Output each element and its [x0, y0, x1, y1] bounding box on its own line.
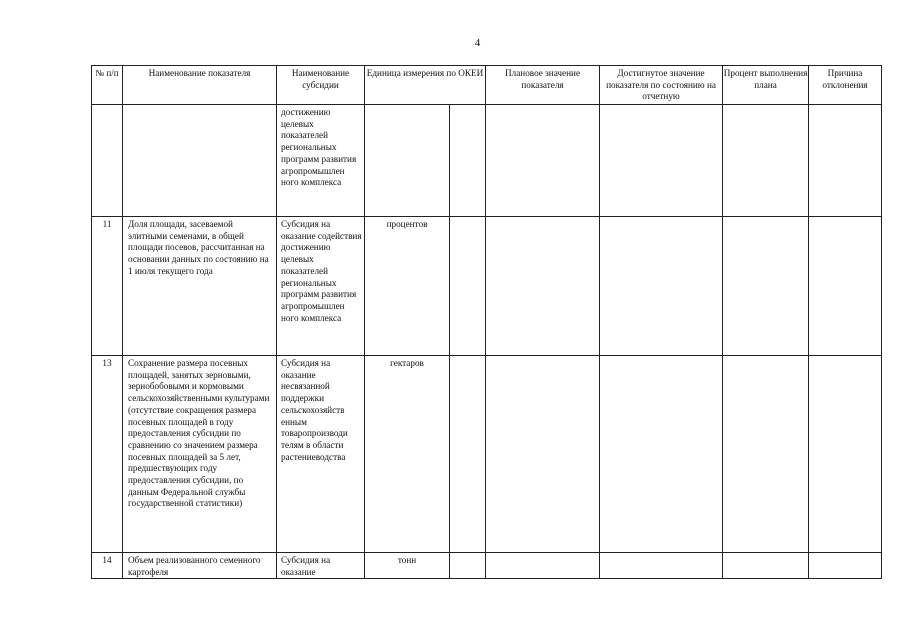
row-subsidy: достижению целевых показателей региональных программ развития агропромышлен ного комплекса — [277, 105, 365, 217]
row-planned — [486, 217, 600, 356]
header-achieved: Достигнутое значение показателя по состоянию на отчетную — [600, 66, 723, 105]
row-achieved — [600, 553, 723, 579]
row-subsidy: Субсидия на оказание содействия достижению целевых показателей региональных программ развития агропромышлен ного комплекса — [277, 217, 365, 356]
header-percent: Процент выполнения плана — [723, 66, 809, 105]
row-percent — [723, 217, 809, 356]
row-subsidy: Субсидия на оказание — [277, 553, 365, 579]
row-num: 14 — [92, 553, 123, 579]
row-subsidy: Субсидия на оказание несвязанной поддержки сельскохозяйств енным товаропроизводи телям в области растениеводства — [277, 356, 365, 553]
header-row — [92, 66, 882, 105]
table-row — [92, 105, 882, 217]
header-reason: Причина отклонения — [809, 66, 882, 105]
header-num: № п/п — [92, 66, 123, 105]
row-unit: процентов — [365, 217, 450, 356]
header-subsidy: Наименование субсидии — [277, 66, 365, 105]
row-unit-code — [450, 553, 486, 579]
row-reason — [809, 217, 882, 356]
row-unit: гектаров — [365, 356, 450, 553]
table-row — [92, 553, 882, 579]
row-planned — [486, 553, 600, 579]
row-achieved — [600, 356, 723, 553]
row-percent — [723, 553, 809, 579]
row-unit — [365, 105, 450, 217]
row-num: 13 — [92, 356, 123, 553]
row-indicator: Доля площади, засеваемой элитными семенами, в общей площади посевов, рассчитанная на основании данных по состоянию на 1 июля текущего года — [123, 217, 277, 356]
row-indicator: Сохранение размера посевных площадей, занятых зерновыми, зернобобовыми и кормовыми сельскохозяйственными культурами (отсутствие сокращения размера посевных площадей в году предоставления субсидии по сравнению со значением размера посевных площадей за 5 лет, предшествующих году предоставления субсидии, по данным Федеральной службы государственной статистики) — [123, 356, 277, 553]
row-num: 11 — [92, 217, 123, 356]
row-unit-code — [450, 217, 486, 356]
row-achieved — [600, 105, 723, 217]
row-indicator: Объем реализованного семенного картофеля — [123, 553, 277, 579]
row-unit: тонн — [365, 553, 450, 579]
page-number: 4 — [474, 37, 481, 49]
row-reason — [809, 553, 882, 579]
header-planned: Плановое значение показателя — [486, 66, 600, 105]
row-achieved — [600, 217, 723, 356]
row-reason — [809, 356, 882, 553]
row-reason — [809, 105, 882, 217]
header-unit: Единица измерения по ОКЕИ — [365, 66, 486, 105]
indicators-table — [91, 65, 882, 579]
table-row — [92, 217, 882, 356]
row-unit-code — [450, 356, 486, 553]
row-unit-code — [450, 105, 486, 217]
table-row — [92, 356, 882, 553]
row-percent — [723, 105, 809, 217]
row-planned — [486, 105, 600, 217]
row-indicator — [123, 105, 277, 217]
row-num — [92, 105, 123, 217]
row-planned — [486, 356, 600, 553]
row-percent — [723, 356, 809, 553]
header-indicator: Наименование показателя — [123, 66, 277, 105]
